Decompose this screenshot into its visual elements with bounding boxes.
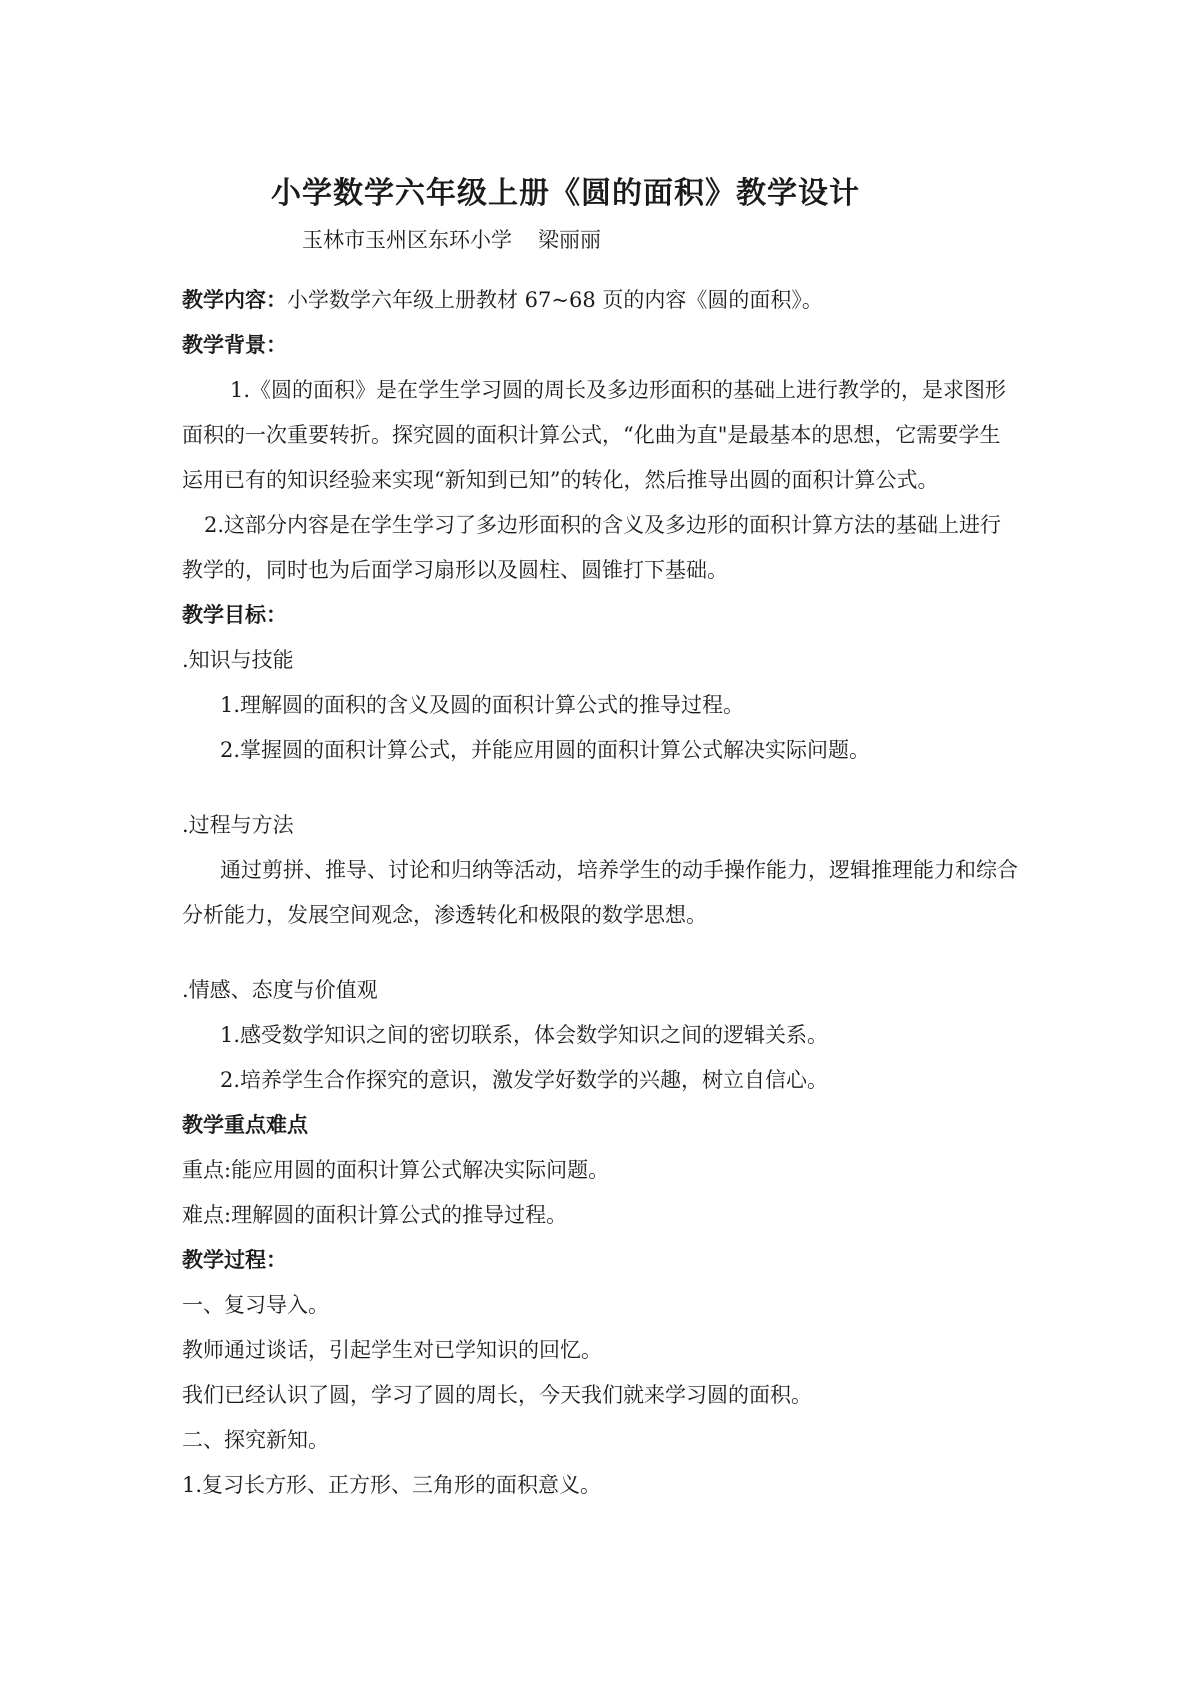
document-body xyxy=(182,278,1020,1508)
author-line xyxy=(302,224,601,254)
background-heading: 教学背景： xyxy=(182,333,287,357)
content-label: 教学内容： xyxy=(182,288,287,312)
knowledge-item-1: 1.理解圆的面积的含义及圆的面积计算公式的推导过程。 xyxy=(220,693,745,717)
spacer xyxy=(182,938,1020,968)
background-paragraph-1: 1.《圆的面积》是在学生学习圆的周长及多边形面积的基础上进行教学的，是求图形面积的一次重要转折。探究圆的面积计算公式，“化曲为直"是最基本的思想，它需要学生运用已有的知识经验来实现“新知到已知”的转化，然后推导出圆的面积计算公式。 xyxy=(182,378,1007,492)
key-point: 重点:能应用圆的面积计算公式解决实际问题。 xyxy=(182,1158,610,1182)
background-paragraph-2: 2.这部分内容是在学生学习了多边形面积的含义及多边形的面积计算方法的基础上进行教学的，同时也为后面学习扇形以及圆柱、圆锥打下基础。 xyxy=(182,513,1002,582)
spacer xyxy=(182,773,1020,803)
process-heading: .过程与方法 xyxy=(182,813,294,837)
author-school: 玉林市玉州区东环小学 xyxy=(302,228,512,252)
content-paragraph xyxy=(182,278,1020,323)
keypoints-heading: 教学重点难点 xyxy=(182,1113,308,1137)
content-text: 小学数学六年级上册教材 67~68 页的内容《圆的面积》。 xyxy=(287,288,823,312)
procedure-line-2: 教师通过谈话，引起学生对已学知识的回忆。 xyxy=(182,1338,602,1362)
document-title: 小学数学六年级上册《圆的面积》教学设计 xyxy=(271,176,860,211)
knowledge-heading: .知识与技能 xyxy=(182,648,294,672)
emotion-item-2: 2.培养学生合作探究的意识，激发学好数学的兴趣，树立自信心。 xyxy=(220,1068,829,1092)
process-paragraph: 通过剪拼、推导、讨论和归纳等活动，培养学生的动手操作能力，逻辑推理能力和综合分析能力，发展空间观念，渗透转化和极限的数学思想。 xyxy=(182,858,1018,927)
goals-heading: 教学目标： xyxy=(182,603,287,627)
procedure-heading: 教学过程： xyxy=(182,1248,287,1272)
difficulty-point: 难点:理解圆的面积计算公式的推导过程。 xyxy=(182,1203,568,1227)
procedure-line-3: 我们已经认识了圆，学习了圆的周长，今天我们就来学习圆的面积。 xyxy=(182,1383,812,1407)
knowledge-item-2: 2.掌握圆的面积计算公式，并能应用圆的面积计算公式解决实际问题。 xyxy=(220,738,871,762)
procedure-line-1: 一、复习导入。 xyxy=(182,1293,329,1317)
author-name: 梁丽丽 xyxy=(538,228,601,252)
procedure-line-4: 二、探究新知。 xyxy=(182,1428,329,1452)
emotion-heading: .情感、态度与价值观 xyxy=(182,978,378,1002)
procedure-line-5: 1.复习长方形、正方形、三角形的面积意义。 xyxy=(182,1473,602,1497)
emotion-item-1: 1.感受数学知识之间的密切联系，体会数学知识之间的逻辑关系。 xyxy=(220,1023,829,1047)
